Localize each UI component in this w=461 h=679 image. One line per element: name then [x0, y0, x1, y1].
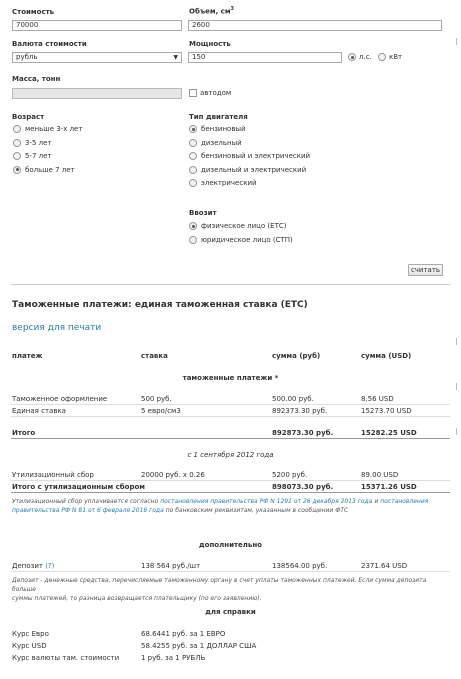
reference-title: для справки — [205, 608, 256, 616]
age-option-radio[interactable] — [13, 152, 21, 160]
age-option-label: 3-5 лет — [25, 138, 52, 147]
importer-option-radio[interactable] — [189, 236, 197, 244]
engine-option-label: бензиновый и электрический — [201, 152, 311, 160]
engine-option-radio[interactable] — [189, 139, 197, 147]
deposit-name-text: Депозит — [12, 562, 43, 570]
edge-fragment — [456, 338, 459, 345]
cost-input[interactable]: 70000 — [12, 20, 182, 31]
age-option-radio[interactable] — [13, 125, 21, 133]
util-note-link-81[interactable]: постановления — [380, 498, 429, 505]
util-note-link-1291[interactable]: постановления правительства РФ N 1291 от 26 декабря 2013 года — [160, 498, 373, 505]
util-sum-usd: 89.00 USD — [361, 471, 399, 479]
section-customs-payments: таможенные платежи * — [182, 374, 279, 382]
engine-option-radio[interactable] — [189, 166, 197, 174]
engine-option-label: электрический — [201, 179, 257, 187]
util-note — [12, 497, 452, 515]
total-util-sum-rub: 898073.30 руб. — [272, 483, 334, 491]
edge-fragment — [456, 428, 459, 435]
volume-input[interactable]: 2600 — [188, 20, 442, 31]
result-title: Таможенные платежи: единая таможенная ставка (ЕТС) — [12, 300, 308, 310]
row-name: Таможенное оформление — [12, 395, 108, 403]
header-payment: платеж — [12, 352, 43, 360]
deposit-name — [12, 562, 54, 570]
power-label: Мощность — [189, 40, 231, 48]
deposit-help-link[interactable]: (?) — [45, 562, 55, 570]
total-sum-usd: 15282.25 USD — [361, 429, 417, 437]
row-rate: 5 евро/см3 — [141, 407, 181, 415]
util-rate: 20000 руб. x 0.26 — [141, 471, 205, 479]
deposit-sum-usd: 2371.64 USD — [361, 562, 408, 570]
edge-fragment — [456, 38, 459, 45]
power-unit-hp-radio[interactable] — [348, 53, 356, 61]
power-input[interactable]: 150 — [188, 52, 342, 63]
volume-label-sup: 3 — [230, 6, 235, 12]
header-sum-rub: сумма (руб) — [272, 352, 321, 360]
importer-option-label: физическое лицо (ЕТС) — [201, 222, 287, 230]
since-note: с 1 сентября 2012 года — [187, 451, 274, 459]
row-divider — [11, 571, 450, 572]
row-rate: 500 руб. — [141, 395, 172, 403]
age-label: Возраст — [12, 113, 45, 121]
deposit-note-line: Депозит - денежные средства, перечисляемые таможенному органу в счет уплаты таможенных платежей. Если сумма депозита больше — [12, 577, 427, 593]
age-option-radio[interactable] — [13, 166, 21, 174]
age-option-radio[interactable] — [13, 139, 21, 147]
header-rate: ставка — [141, 352, 168, 360]
total-name: Итого — [12, 429, 36, 437]
total-util-sum-usd: 15371.26 USD — [361, 483, 417, 491]
util-note-text: по банковским реквизитам, указанным в сообщении ФТС — [165, 507, 349, 514]
divider — [11, 284, 450, 285]
row-divider — [11, 416, 450, 417]
age-option-label: 5-7 лет — [25, 152, 52, 160]
ref-value: 68.6441 руб. за 1 ЕВРО — [141, 630, 226, 638]
additional-title: дополнительно — [199, 541, 262, 549]
currency-select[interactable] — [12, 52, 182, 63]
engine-option-label: бензиновый — [201, 125, 246, 133]
bus-checkbox[interactable] — [189, 89, 197, 97]
total-util-name: Итого с утилизационным сбором — [12, 483, 146, 491]
age-option-label: меньше 3-х лет — [25, 125, 83, 133]
importer-option-radio[interactable] — [189, 222, 197, 230]
row-sum-rub: 500.00 руб. — [272, 395, 314, 403]
util-note-text: Утилизационный сбор уплачивается согласно — [12, 498, 159, 505]
chevron-down-icon: ▼ — [173, 54, 178, 61]
row-divider — [11, 492, 450, 493]
deposit-note — [12, 576, 452, 603]
volume-label — [189, 6, 234, 15]
engine-option-radio[interactable] — [189, 125, 197, 133]
power-unit-hp-label: л.с. — [359, 53, 372, 61]
engine-label: Тип двигателя — [189, 113, 248, 121]
engine-option-radio[interactable] — [189, 152, 197, 160]
ref-value: 58.4255 руб. за 1 ДОЛЛАР США — [141, 642, 257, 650]
currency-label: Валюта стоимости — [12, 40, 87, 48]
power-unit-kw-label: кВт — [389, 53, 403, 61]
ref-name: Курс Евро — [12, 630, 49, 638]
row-sum-usd: 15273.70 USD — [361, 407, 412, 415]
cost-label: Стоимость — [12, 8, 55, 16]
row-name: Единая ставка — [12, 407, 66, 415]
row-divider — [11, 404, 450, 405]
importer-option-label: юридическое лицо (СТП) — [201, 235, 293, 244]
deposit-rate: 138 564 руб./шт — [141, 562, 201, 570]
currency-select-value: рубль — [16, 53, 38, 61]
header-sum-usd: сумма (USD) — [361, 352, 412, 360]
engine-option-label: дизельный — [201, 138, 242, 147]
mass-input[interactable] — [12, 88, 182, 99]
util-note-link-81-cont[interactable]: правительства РФ N 81 от 6 февраля 2016 года — [12, 507, 164, 514]
edge-fragment — [456, 383, 459, 390]
bus-label: автодом — [200, 89, 232, 97]
row-sum-usd: 8.56 USD — [361, 395, 394, 403]
row-divider — [11, 480, 450, 481]
power-unit-kw-radio[interactable] — [378, 53, 386, 61]
util-name: Утилизационный сбор — [12, 471, 94, 479]
row-divider — [11, 438, 450, 439]
engine-option-label: дизельный и электрический — [201, 165, 307, 174]
print-version-link[interactable]: версия для печати — [12, 323, 102, 333]
engine-option-radio[interactable] — [189, 179, 197, 187]
mass-label: Масса, тонн — [12, 75, 61, 83]
util-note-text: и — [374, 498, 379, 505]
ref-name: Курс валюты там. стоимости — [12, 654, 120, 662]
deposit-note-line: суммы платежей, то разница возвращается плательщику (по его заявлению). — [12, 595, 262, 602]
ref-value: 1 руб. за 1 РУБЛЬ — [141, 654, 206, 662]
deposit-sum-rub: 138564.00 руб. — [272, 562, 328, 570]
importer-label: Ввозит — [189, 209, 217, 217]
volume-label-text: Объем, см — [189, 7, 231, 16]
calculate-button[interactable]: считать — [408, 264, 443, 276]
util-sum-rub: 5200 руб. — [272, 471, 308, 479]
total-sum-rub: 892873.30 руб. — [272, 429, 334, 437]
ref-name: Курс USD — [12, 642, 47, 650]
age-option-label: больше 7 лет — [25, 165, 75, 174]
row-sum-rub: 892373.30 руб. — [272, 407, 328, 415]
